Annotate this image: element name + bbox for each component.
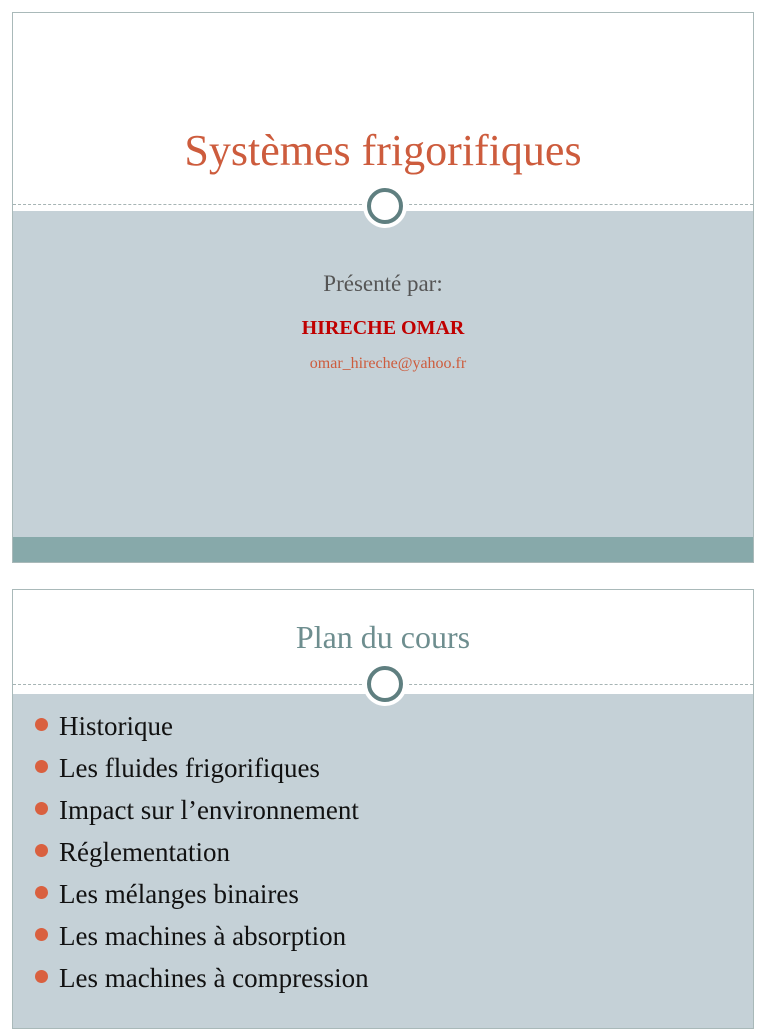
bullet-dot-icon — [35, 886, 48, 899]
author-email: omar_hireche@yahoo.fr — [309, 355, 467, 372]
bullet-dot-icon — [35, 844, 48, 857]
list-item-label: Historique — [59, 711, 173, 741]
bullet-dot-icon — [35, 802, 48, 815]
list-item — [35, 708, 369, 750]
ring-icon — [367, 666, 403, 702]
outline-title: Plan du cours — [295, 619, 471, 655]
slide-title-heading: Systèmes frigorifiques — [184, 126, 582, 175]
subtitle-panel — [13, 211, 753, 537]
list-item — [35, 876, 369, 918]
list-item — [35, 792, 369, 834]
list-item-label: Les fluides frigorifiques — [59, 753, 320, 783]
list-item — [35, 750, 369, 792]
slide-title — [12, 12, 754, 563]
list-item — [35, 918, 369, 960]
bullet-dot-icon — [35, 970, 48, 983]
list-item — [35, 834, 369, 876]
author-name: HIRECHE OMAR — [301, 317, 465, 339]
footer-band — [13, 537, 753, 563]
list-item-label: Impact sur l’environnement — [59, 795, 359, 825]
bullet-dot-icon — [35, 928, 48, 941]
list-item-label: Les mélanges binaires — [59, 879, 299, 909]
outline-list — [35, 708, 369, 1002]
list-item — [35, 960, 369, 1002]
presented-by-label: Présenté par: — [323, 271, 443, 296]
list-item-label: Réglementation — [59, 837, 230, 867]
bullet-dot-icon — [35, 760, 48, 773]
ring-icon — [367, 188, 403, 224]
list-item-label: Les machines à compression — [59, 963, 369, 993]
bullet-dot-icon — [35, 718, 48, 731]
slide-outline — [12, 589, 754, 1029]
list-item-label: Les machines à absorption — [59, 921, 347, 951]
